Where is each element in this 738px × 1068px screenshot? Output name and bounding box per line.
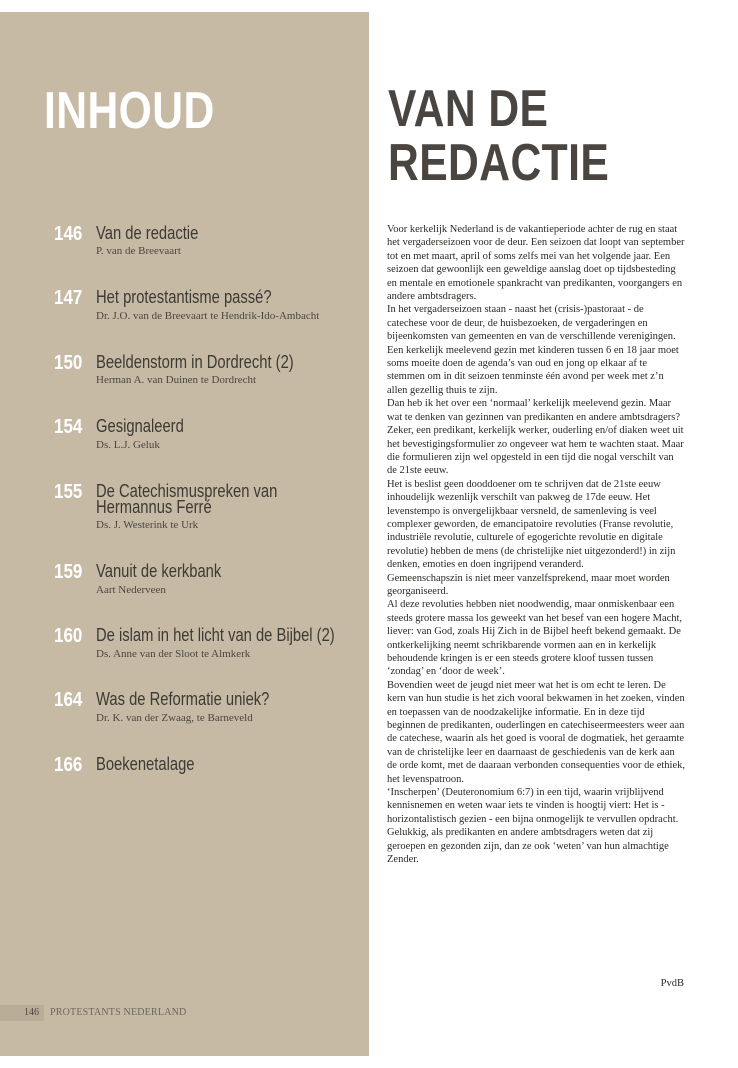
footer-publication: PROTESTANTS NEDERLAND [50, 1007, 187, 1018]
toc-article-title: Vanuit de kerkbank [96, 561, 222, 581]
toc-article-title: Boekenetalage [96, 754, 195, 774]
toc-author: Ds. L.J. Geluk [96, 439, 160, 451]
toc-author: Ds. Anne van der Sloot te Almkerk [96, 648, 251, 660]
toc-article-title: De Catechismuspreken van Hermannus Ferré [96, 481, 278, 517]
toc-page-number: 154 [54, 416, 83, 438]
article-paragraph: Voor kerkelijk Nederland is de vakantieperiode achter de rug en staat het vergaderseizoen voor de deur. Een seizoen dat loopt van september tot en met maart, april of soms zelfs mei van het volgende jaar. Een seizoen dat gewoonlijk een geweldige aanslag doet op tijdsbesteding en mentale en emotionele spankracht van predikanten, voorgangers en andere ambtsdragers. [387, 224, 685, 303]
footer-page-number: 146 [24, 1007, 39, 1018]
toc-author: Ds. J. Westerink te Urk [96, 519, 199, 531]
article-title-line-2: REDACTIE [388, 134, 610, 192]
article-paragraph: ‘Inscherpen’ (Deuteronomium 6:7) in een tijd, waarin vrijblijvend kennisnemen en weten waar iets te vinden is hoogtij viert: Het is - horizontalistisch gezien - een bijna onmogelijk te vervullen opdracht. Gelukkig, als predikanten en andere ambtsdragers weten dat zij geroepen en gezonden zijn, dan ze ook ‘weten’ van hun almachtige Zender. [387, 787, 679, 866]
toc-author: Aart Nederveen [96, 584, 166, 596]
toc-article-title: De islam in het licht van de Bijbel (2) [96, 625, 335, 645]
toc-article-title: Het protestantisme passé? [96, 287, 272, 307]
toc-author: Dr. J.O. van de Breevaart te Hendrik-Ido-Ambacht [96, 310, 320, 322]
toc-article-title: Was de Reformatie uniek? [96, 689, 270, 709]
toc-page-number: 164 [54, 689, 83, 711]
toc-author: Dr. K. van der Zwaag, te Barneveld [96, 712, 253, 724]
toc-author: P. van de Breevaart [96, 245, 181, 257]
toc-page-number: 146 [54, 223, 83, 245]
article-signature: PvdB [660, 978, 684, 989]
toc-page-number: 159 [54, 561, 83, 583]
article-title-line-1: VAN DE [388, 80, 549, 138]
article-paragraph: Al deze revoluties hebben niet noodwendig, maar onmiskenbaar een steeds grotere massa los geweekt van het besef van een hogere Macht, liever: van God, zoals Hij Zich in de Bijbel heeft bekend gemaakt. De ontkerkelijking neemt schrikbarende vormen aan en in kerkelijk behoudende kringen is er een steeds grotere kloof tussen tussen ‘zondag’ en ‘door de week’. [387, 599, 683, 678]
toc-page-number: 160 [54, 625, 83, 647]
article-paragraph: Bovendien weet de jeugd niet meer wat het is om echt te leren. De kern van hun studie is het zich vooral bekwamen in het zoeken, vinden en toepassen van de noodzakelijke informatie. En in deze tijd beginnen de predikanten, ouderlingen en catechiseermeesters weer aan de catechese, waarin als het goed is vooral de dogmatiek, het geraamte van de christelijke leer en daarnaast de geschiedenis van de kerk aan de orde komt, met de daaraan verbonden consequenties voor de ethiek, het levenspatroon. [387, 679, 685, 785]
article-paragraph: Dan heb ik het over een ‘normaal’ kerkelijk meelevend gezin. Maar wat te denken van gezinnen van predikanten en andere ambtsdragers? Zeker, een predikant, kerkelijk werker, ouderling en/of diaken weet uit het bevestigingsformulier zo ongeveer wat hem te wachten staat. Maar die formulieren zijn wel opgesteld in een tijd die nogal verschilt van de 21ste eeuw. [387, 398, 684, 477]
toc-title: INHOUD [44, 82, 215, 140]
article-paragraph: Gemeenschapszin is niet meer vanzelfsprekend, maar moet worden georganiseerd. [387, 572, 670, 597]
toc-article-title: Van de redactie [96, 223, 199, 243]
toc-sidebar [0, 12, 369, 1056]
article-paragraph: Het is beslist geen dooddoener om te schrijven dat de 21ste eeuw inhoudelijk wezenlijk verschilt van pakweg de 17de eeuw. Het levenstempo is onvergelijkbaar versneld, de samenleving is veel complexer geworden, de emancipatoire revoluties (Franse revolutie, industriële revolutie, culturele of egogerichte revolutie en digitale revolutie) hebben de mens (de christelijke niet uitgezonderd!) in zijn denken, emoties en doen ingrijpend veranderd. [387, 478, 676, 571]
article-body [387, 223, 685, 867]
toc-page-number: 155 [54, 481, 83, 503]
toc-page-number: 150 [54, 352, 83, 374]
toc-author: Herman A. van Duinen te Dordrecht [96, 374, 257, 386]
article-title [388, 82, 609, 190]
toc-article-title: Beeldenstorm in Dordrecht (2) [96, 352, 294, 372]
toc-page-number: 166 [54, 754, 83, 776]
toc-article-title: Gesignaleerd [96, 416, 184, 436]
article-paragraph: In het vergaderseizoen staan - naast het (crisis-)pastoraat - de catechese voor de deur, de huisbezoeken, de vergaderingen en bijeenkomsten van gemeenten en van de verschillende verenigingen. Een kerkelijk meelevend gezin met kinderen tussen 6 en 18 jaar moet soms moeite doen de agenda’s van oud en jong op elkaar af te stemmen om in dit seizoen tenminste één avond per week met z’n allen gezellig thuis te zijn. [387, 304, 679, 396]
toc-page-number: 147 [54, 287, 83, 309]
